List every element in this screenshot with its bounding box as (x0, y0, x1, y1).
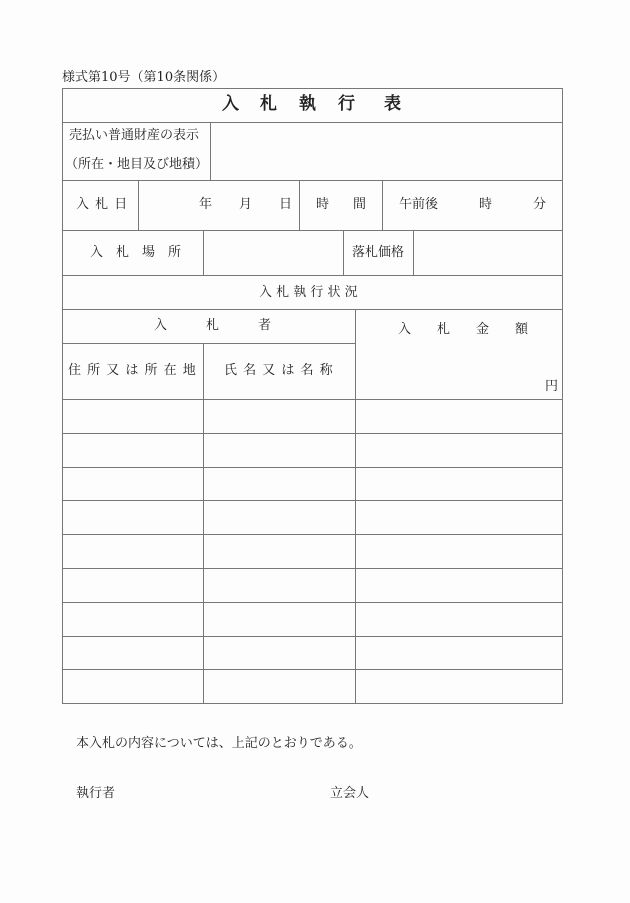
name-cell[interactable] (204, 569, 355, 601)
address-cell[interactable] (63, 434, 203, 466)
amount-header: 入 札 金 額 (398, 322, 529, 337)
amount-cell[interactable] (356, 468, 562, 500)
year-label: 年 (199, 197, 213, 212)
minute-label: 分 (533, 197, 547, 212)
divider (62, 568, 563, 569)
divider (62, 669, 563, 670)
table-border-top (62, 88, 563, 89)
name-header: 氏 名 又 は 名 称 (224, 363, 334, 378)
address-cell[interactable] (63, 603, 203, 635)
amount-cell[interactable] (356, 501, 562, 533)
executor-label: 執行者 (76, 786, 116, 801)
winning-price-field[interactable] (414, 231, 562, 274)
bid-place-label: 入 札 場 所 (90, 245, 182, 260)
amount-cell[interactable] (356, 535, 562, 567)
divider (62, 636, 563, 637)
name-cell[interactable] (204, 670, 355, 702)
divider (62, 275, 563, 276)
divider (62, 467, 563, 468)
footer-statement: 本入札の内容については、上記のとおりである。 (76, 736, 362, 751)
amount-cell[interactable] (356, 637, 562, 669)
divider (62, 534, 563, 535)
day-label: 日 (279, 197, 293, 212)
time-label-1: 時 (316, 197, 330, 212)
divider (62, 343, 355, 344)
divider (382, 180, 383, 230)
address-cell[interactable] (63, 637, 203, 669)
name-cell[interactable] (204, 603, 355, 635)
hour-label: 時 (479, 197, 493, 212)
divider (299, 180, 300, 230)
divider (62, 309, 563, 310)
address-header: 住 所 又 は 所 在 地 (68, 363, 197, 378)
name-cell[interactable] (204, 400, 355, 432)
amount-cell[interactable] (356, 670, 562, 702)
winning-price-label: 落札価格 (352, 245, 405, 260)
address-cell[interactable] (63, 400, 203, 432)
status-header: 入 札 執 行 状 況 (259, 285, 358, 300)
divider (138, 180, 139, 230)
name-cell[interactable] (204, 468, 355, 500)
month-label: 月 (239, 197, 253, 212)
name-cell[interactable] (204, 501, 355, 533)
time-label-2: 間 (353, 197, 367, 212)
table-border-bottom (62, 703, 563, 704)
address-cell[interactable] (63, 501, 203, 533)
bid-place-field[interactable] (204, 231, 342, 274)
form-code: 様式第10号（第10条関係） (62, 70, 226, 85)
name-cell[interactable] (204, 434, 355, 466)
divider (62, 500, 563, 501)
bidder-header: 入 札 者 (154, 318, 272, 333)
bid-date-label: 入 札 日 (76, 197, 129, 212)
property-label-line1: 売払い普通財産の表示 (69, 128, 200, 143)
witness-label: 立会人 (330, 786, 370, 801)
yen-unit: 円 (545, 379, 559, 394)
address-cell[interactable] (63, 535, 203, 567)
name-cell[interactable] (204, 535, 355, 567)
address-cell[interactable] (63, 569, 203, 601)
amount-cell[interactable] (356, 603, 562, 635)
name-cell[interactable] (204, 637, 355, 669)
divider (62, 433, 563, 434)
divider (343, 230, 344, 275)
amount-cell[interactable] (356, 569, 562, 601)
address-cell[interactable] (63, 468, 203, 500)
divider (62, 602, 563, 603)
amount-cell[interactable] (356, 434, 562, 466)
property-label-line2: （所在・地目及び地積） (65, 157, 209, 172)
address-cell[interactable] (63, 670, 203, 702)
amount-cell[interactable] (356, 400, 562, 432)
ampm-label: 午前後 (399, 197, 439, 212)
property-value-field[interactable] (211, 123, 562, 179)
